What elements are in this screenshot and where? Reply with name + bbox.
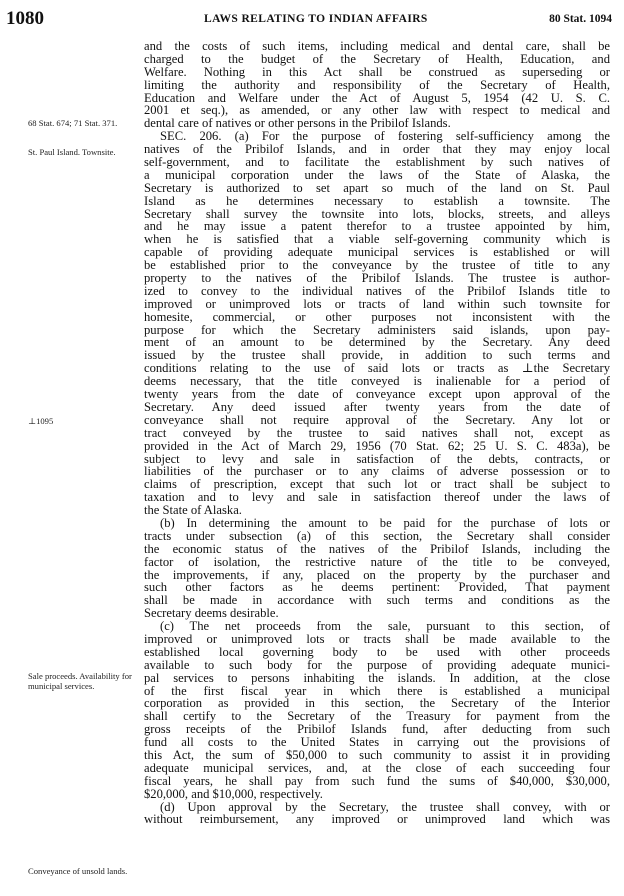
text-line-content: deems necessary, that the title conveyed is inalienable for a period of xyxy=(144,374,610,389)
margin-note: Conveyance of unsold lands. xyxy=(28,866,128,876)
margin-notes xyxy=(0,0,130,896)
text-line xyxy=(144,79,610,92)
text-line xyxy=(144,414,610,427)
text-line xyxy=(144,401,610,414)
text-line-content: fund all costs to the United States in carrying out the provisions of xyxy=(144,735,610,750)
text-line-content: adequate municipal services, and, at the close of each succeeding four xyxy=(144,760,610,775)
margin-note: Sale proceeds. Availability for municipal services. xyxy=(28,671,132,691)
text-line-content: 2001 et seq.), as amended, or any other law with respect to medical and xyxy=(144,103,610,118)
text-line xyxy=(144,182,610,195)
text-line-content: the State of Alaska. xyxy=(144,503,242,518)
text-line-content: a municipal corporation under the laws of the State of Alaska, the xyxy=(144,167,610,182)
text-line-content: Secretary is authorized to set apart so much of the land on St. Paul xyxy=(144,180,610,195)
text-line-content: improved or unimproved lots or tracts of land within such townsite for xyxy=(144,296,610,311)
text-line xyxy=(144,543,610,556)
text-line-content: when he is satisfied that a viable self-governing community which is xyxy=(144,232,610,247)
text-line xyxy=(144,66,610,79)
text-line-content: capable of providing adequate municipal services is established or will xyxy=(144,245,610,260)
text-line-content: (d) Upon approval by the Secretary, the trustee shall convey, with or xyxy=(160,799,610,814)
text-line xyxy=(144,762,610,775)
text-line xyxy=(144,427,610,440)
text-line-content: ment of an amount to be determined by the Secretary. Any deed xyxy=(144,335,610,350)
text-line xyxy=(144,285,610,298)
text-line xyxy=(144,672,610,685)
text-line xyxy=(144,749,610,762)
text-line xyxy=(144,517,610,530)
text-line-content: provided in the Act of March 29, 1956 (70 Stat. 62; 25 U. S. C. 483a), be xyxy=(144,438,610,453)
text-line-content: self-government, and to facilitate the establishment by such natives of xyxy=(144,155,610,170)
text-line-content: issued by the trustee shall provide, in addition to such terms and xyxy=(144,348,610,363)
text-line-content: corporation as provided in this section, the Secretary of the Interior xyxy=(144,696,610,711)
text-line xyxy=(144,775,610,788)
text-line-content: homesite, commercial, or other purposes not inconsistent with the xyxy=(144,309,610,324)
text-line-content: this Act, the sum of $50,000 to such community to assist it in providing xyxy=(144,747,610,762)
text-line-content: the economic status of the natives of the Pribilof Islands, including the xyxy=(144,541,610,556)
page-number: 1080 xyxy=(6,8,44,29)
text-line-content: ized to convey to the individual natives of the Pribilof Islands title to xyxy=(144,283,610,298)
text-line-content: be established prior to the conveyance by the trustee of title to any xyxy=(144,258,610,273)
text-line xyxy=(144,195,610,208)
statute-body xyxy=(144,40,610,826)
text-line-content: conveyance shall not require approval of the Secretary. Any lot or xyxy=(144,412,610,427)
text-line-content: purpose for which the Secretary administers said islands, upon pay- xyxy=(144,322,610,337)
text-line xyxy=(144,388,610,401)
text-line xyxy=(144,813,610,826)
text-line xyxy=(144,40,610,53)
text-line-content: natives of the Pribilof Islands, and in order that they may enjoy local xyxy=(144,142,610,157)
text-line xyxy=(144,633,610,646)
text-line-content: improved or unimproved lots or tracts shall be made available to the xyxy=(144,631,610,646)
text-line-content: and he may issue a patent therefor to a trustee appointed by him, xyxy=(144,219,610,234)
text-line-content: fiscal years, he shall pay from such fund the sums of $40,000, $30,000, xyxy=(144,773,610,788)
text-line-content: Education and Welfare under the Act of August 5, 1954 (42 U. S. C. xyxy=(144,90,610,105)
text-line-content: of the first fiscal year in which there is established a municipal xyxy=(144,683,610,698)
text-line-content: (c) The net proceeds from the sale, pursuant to this section, of xyxy=(160,619,610,634)
text-line xyxy=(144,646,610,659)
margin-note: St. Paul Island. Townsite. xyxy=(28,147,116,157)
text-line xyxy=(144,169,610,182)
text-line xyxy=(144,53,610,66)
text-line xyxy=(144,530,610,543)
text-line xyxy=(144,272,610,285)
text-line xyxy=(144,156,610,169)
text-line-content: dental care of natives or other persons in the Pribilof Islands. xyxy=(144,116,451,131)
running-head: LAWS RELATING TO INDIAN AFFAIRS xyxy=(204,13,428,25)
text-line xyxy=(144,298,610,311)
text-line-content: subject to levy and sale in satisfaction of the debts, contracts, or xyxy=(144,451,610,466)
text-line-content: twenty years from the date of conveyance except upon approval of the xyxy=(144,387,610,402)
margin-note: 68 Stat. 674; 71 Stat. 371. xyxy=(28,118,118,128)
text-line-content: Island as he determines necessary to establish a townsite. The xyxy=(144,193,610,208)
text-line-content: shall certify to the Secretary of the Treasury for payment from the xyxy=(144,709,610,724)
text-line-content: conditions relating to the use of said lots or tracts as ⊥the Secretary xyxy=(144,361,610,376)
text-line-content: shall be made in accordance with such terms and conditions as the xyxy=(144,593,610,608)
text-line-content: $20,000, and $10,000, respectively. xyxy=(144,786,323,801)
text-line-content: charged to the budget of the Secretary of Health, Education, and xyxy=(144,51,610,66)
stat-reference: 80 Stat. 1094 xyxy=(549,13,612,25)
text-line-content: claims of prescription, except that such lot or tract shall be subject to xyxy=(144,477,610,492)
text-line-content: Welfare. Nothing in this Act shall be construed as superseding or xyxy=(144,64,610,79)
text-line-content: taxation and to levy and sale in satisfaction thereof under the laws of xyxy=(144,490,610,505)
text-line-content: property to the natives of the Pribilof Islands. The trustee is author- xyxy=(144,271,610,286)
text-line-content: available to such body for the purpose of providing adequate munici- xyxy=(144,657,610,672)
text-line xyxy=(144,311,610,324)
text-line-content: and the costs of such items, including medical and dental care, shall be xyxy=(144,39,610,53)
text-line-content: Secretary deems desirable. xyxy=(144,606,279,621)
text-line-content: established local governing body to be used with other proceeds xyxy=(144,644,610,659)
text-line-content: tracts under subsection (a) of this section, the Secretary shall consider xyxy=(144,528,610,543)
text-line-content: pal services to persons inhabiting the islands. In addition, at the close xyxy=(144,670,610,685)
text-line-content: Secretary. Any deed issued after twenty years from the date of xyxy=(144,399,610,414)
text-line-content: (b) In determining the amount to be paid for the purchase of lots or xyxy=(160,515,610,530)
text-line-content: the improvements, if any, placed on the property by the purchaser and xyxy=(144,567,610,582)
text-line xyxy=(144,440,610,453)
text-line-content: without reimbursement, any improved or unimproved land which was xyxy=(144,812,610,827)
text-line xyxy=(144,659,610,672)
text-line xyxy=(144,788,610,801)
text-line-content: factor of isolation, the restrictive nature of the title to be conveyed, xyxy=(144,554,610,569)
text-line xyxy=(144,556,610,569)
text-line-content: Secretary shall survey the townsite into lots, blocks, streets, and alleys xyxy=(144,206,610,221)
text-line-content: liabilities of the purchaser or to any claims of adverse possession or to xyxy=(144,464,610,479)
text-line-content: SEC. 206. (a) For the purpose of fostering self-sufficiency among the xyxy=(160,129,610,144)
text-line-content: limiting the authority and responsibility of the Secretary of Health, xyxy=(144,77,610,92)
text-line-content: gross receipts of the Pribilof Islands fund, after deducting from such xyxy=(144,722,610,737)
text-line-content: tract conveyed by the trustee to said natives shall not, except as xyxy=(144,425,610,440)
margin-note: ⊥1095 xyxy=(28,416,54,426)
text-line-content: such other factors as he deems pertinent: Provided, That payment xyxy=(144,580,610,595)
